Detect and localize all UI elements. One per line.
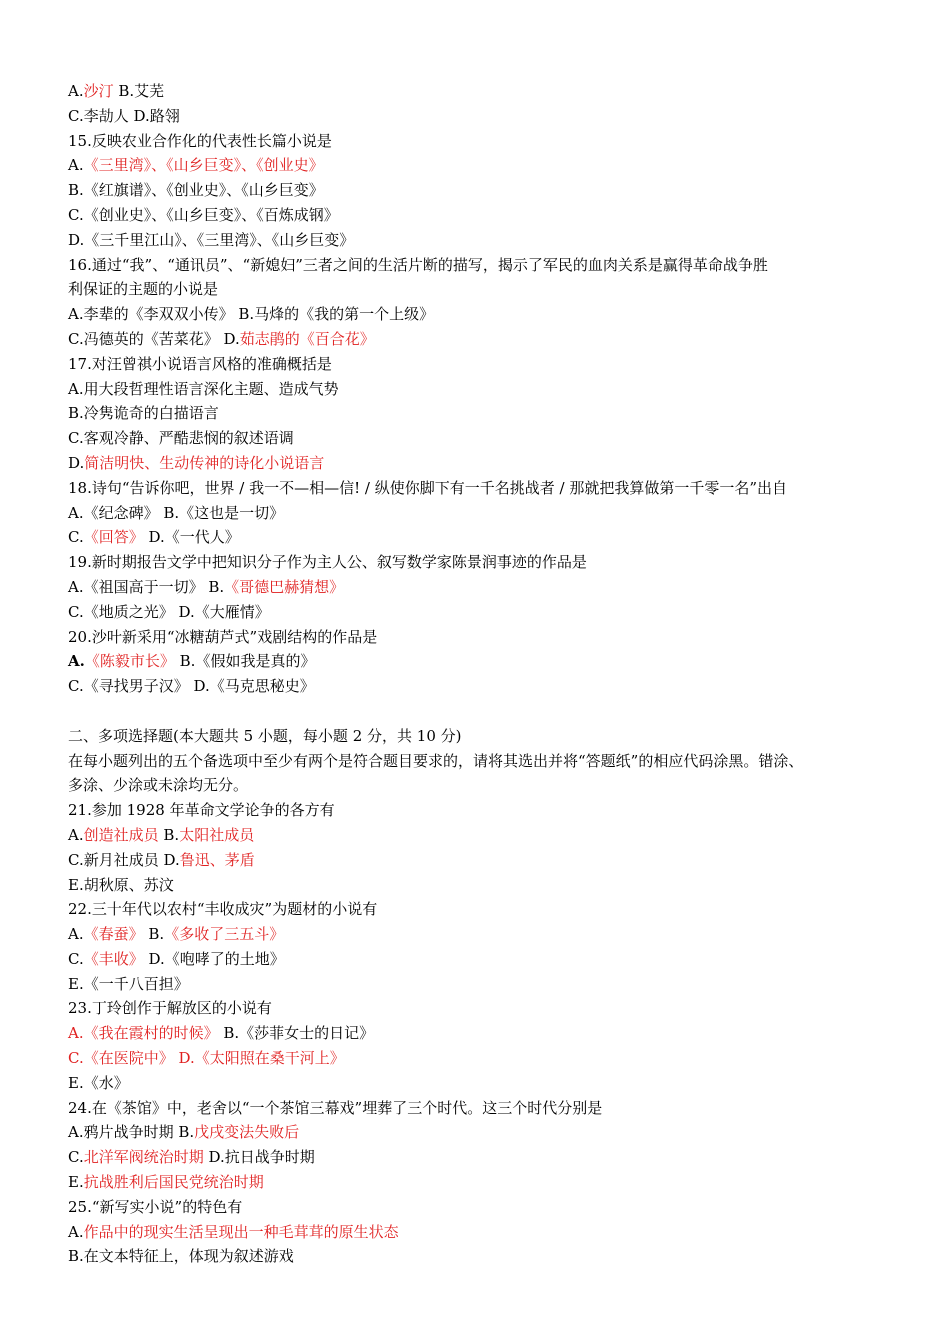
q24-stem: 24.在《茶馆》中，老舍以“一个茶馆三幕戏”埋葬了三个时代。这三个时代分别是 [68,1098,603,1117]
q20-stem: 20.沙叶新采用“冰糖葫芦式”戏剧结构的作品是 [68,627,378,646]
q15-option-c: C.《创业史》、《山乡巨变》、《百炼成钢》 [68,205,339,224]
option-text: D.《咆哮了的土地》 [143,949,285,968]
q17-stem: 17.对汪曾祺小说语言风格的准确概括是 [68,354,332,373]
option-text: B.《假如我是真的》 [174,652,316,671]
answer-text: 作品中的现实生活呈现出一种毛茸茸的原生状态 [83,1222,399,1241]
answer-text: 《丰收》 [83,949,144,968]
option-text: B.艾芜 [113,82,165,100]
option-label: B. [143,925,165,944]
q14-options-cd: C.李劼人 D.路翎 [68,106,180,125]
q16-options-ab: A.李辈的《李双双小传》 B.马烽的《我的第一个上级》 [68,305,435,324]
q15-option-a [68,153,898,178]
q16-options-cd [68,327,898,352]
answer-text: 《多收了三五斗》 [164,925,285,944]
option-text: B.《莎菲女士的日记》 [218,1024,375,1043]
q23-stem: 23.丁玲创作于解放区的小说有 [68,999,272,1018]
answer-text: C.《在医院中》 D.《太阳照在桑干河上》 [68,1049,345,1068]
answer-text: 鲁迅、茅盾 [179,850,255,869]
q22-options-ab [68,922,898,947]
option-text: D.抗日战争时期 [203,1148,315,1167]
option-label: A. [68,652,85,671]
option-label: A. [68,156,84,175]
q17-option-c: C.客观冷静、严酷悲悯的叙述语调 [68,429,294,448]
option-label: D. [223,329,240,348]
q19-options-cd: C.《地质之光》 D.《大雁情》 [68,602,270,621]
answer-text: 简洁明快、生动传神的诗化小说语言 [84,453,325,472]
q15-option-d: D.《三千里江山》、《三里湾》、《山乡巨变》 [68,230,355,249]
q17-option-b: B.冷隽诡奇的白描语言 [68,404,219,423]
option-label: A. [68,925,84,944]
option-text: A.鸦片战争时期 B. [68,1123,195,1142]
option-label: A. [68,825,84,844]
option-text: A.《祖国高于一切》 B. [68,577,225,596]
q15-option-b: B.《红旗谱》、《创业史》、《山乡巨变》 [68,181,324,200]
answer-text: A.《我在霞村的时候》 [68,1024,219,1043]
answer-text: 《回答》 [83,528,144,547]
option-label: C. [68,1148,84,1167]
option-label: D. [68,453,85,472]
exam-document [68,79,898,1269]
q14-options-ab [68,79,898,104]
q20-options-ab [68,649,898,674]
q22-option-e: E.《一千八百担》 [68,974,189,993]
q25-stem: 25.“新写实小说”的特色有 [68,1197,243,1216]
option-label: C. [68,528,84,547]
option-label: C. [68,949,84,968]
q21-options-cd [68,848,898,873]
option-label: A. [68,1222,84,1241]
blank-line [68,699,898,724]
answer-text: 抗战胜利后国民党统治时期 [83,1173,264,1192]
section-title: 二、多项选择题(本大题共 5 小题，每小题 2 分，共 10 分) [68,726,462,745]
q17-option-d [68,451,898,476]
q18-stem: 18.诗句“告诉你吧，世界 / 我一不—相—信! / 纵使你脚下有一千名挑战者 / 那就把我算做第一千零一名”出自 [68,478,787,497]
q24-option-e [68,1170,898,1195]
q16-stem-line2: 利保证的主题的小说是 [68,280,219,299]
q21-stem: 21.参加 1928 年革命文学论争的各方有 [68,801,335,820]
q19-options-ab [68,575,898,600]
q17-option-a: A.用大段哲理性语言深化主题、造成气势 [68,379,339,398]
section-instructions-line1: 在每小题列出的五个备选项中至少有两个是符合题目要求的，请将其选出并将“答题纸”的相应代码涂黑。错涂、 [68,751,804,770]
answer-text: 《三里湾》、《山乡巨变》、《创业史》 [83,156,324,175]
answer-text: 《春蚕》 [83,925,144,944]
q23-option-e: E.《水》 [68,1073,129,1092]
q20-options-cd: C.《寻找男子汉》 D.《马克思秘史》 [68,677,315,696]
answer-text: 戊戌变法失败后 [194,1123,300,1142]
option-text: C.冯德英的《苦菜花》 [68,329,224,348]
q19-stem: 19.新时期报告文学中把知识分子作为主人公、叙写数学家陈景润事迹的作品是 [68,553,587,572]
section-instructions-line2: 多涂、少涂或未涂均无分。 [68,776,249,795]
option-label: B. [158,825,180,844]
answer-text: 沙汀 [83,82,114,100]
option-label: A. [68,82,84,100]
q16-stem-line1: 16.通过“我”、“通讯员”、“新媳妇”三者之间的生活片断的描写，揭示了军民的血肉关系是赢得革命战争胜 [68,255,768,274]
option-text: D.《一代人》 [143,528,240,547]
q25-option-a [68,1220,898,1245]
option-label: E. [68,1173,84,1192]
answer-text: 《哥德巴赫猜想》 [224,577,345,596]
answer-text: 太阳社成员 [179,825,255,844]
q23-options-cd [68,1046,898,1071]
answer-text: 北洋军阀统治时期 [83,1148,204,1167]
answer-text: 创造社成员 [83,825,159,844]
q24-options-ab [68,1120,898,1145]
q22-options-cd [68,947,898,972]
q24-options-cd [68,1145,898,1170]
q18-options-cd [68,525,898,550]
q18-options-ab: A.《纪念碑》 B.《这也是一切》 [68,503,285,522]
answer-text: 茹志鹃的《百合花》 [239,329,375,348]
q15-stem: 15.反映农业合作化的代表性长篇小说是 [68,131,332,150]
option-text: C.新月社成员 D. [68,850,180,869]
q25-option-b: B.在文本特征上，体现为叙述游戏 [68,1247,294,1266]
answer-text: 《陈毅市长》 [84,652,175,671]
q22-stem: 22.三十年代以农村“丰收成灾”为题材的小说有 [68,900,378,919]
q23-options-ab [68,1021,898,1046]
q21-options-ab [68,823,898,848]
q21-option-e: E.胡秋原、苏汶 [68,875,174,894]
